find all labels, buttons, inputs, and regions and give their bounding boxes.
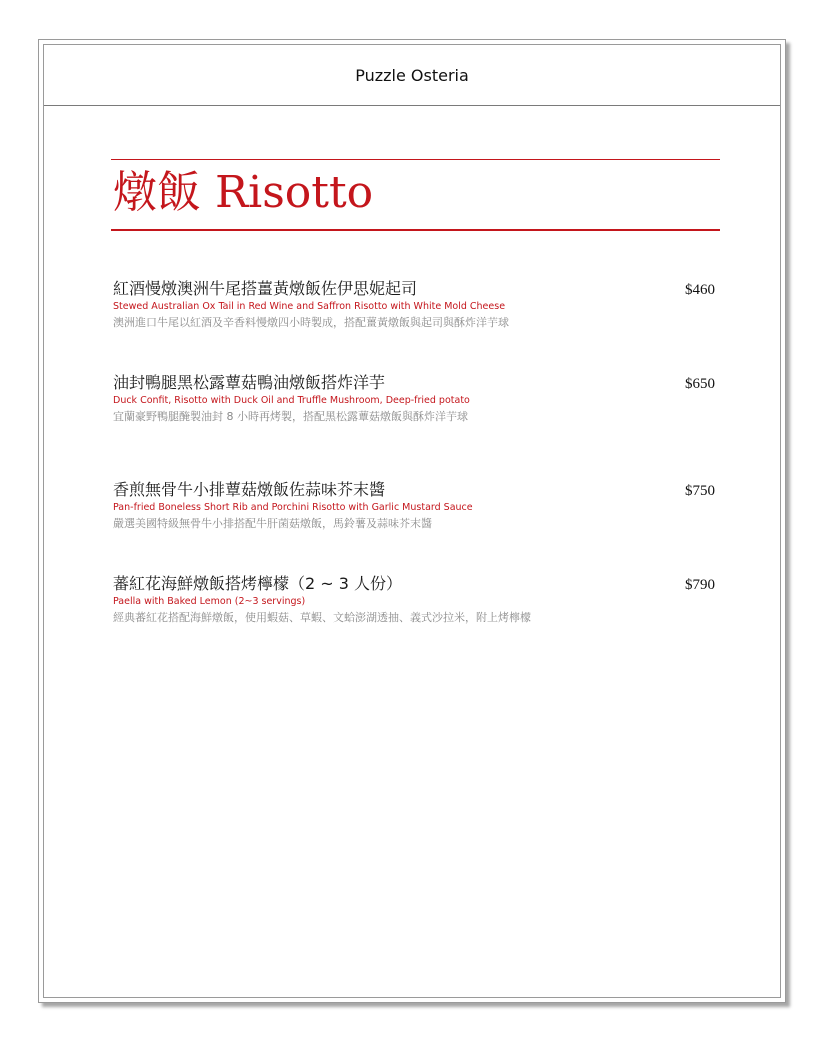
item-description: 經典蕃紅花搭配海鮮燉飯，使用蝦菇、草蝦、文蛤澎湖透抽、義式沙拉米，附上烤檸檬 [113,611,531,624]
item-name-en: Duck Confit, Risotto with Duck Oil and Truffle Mushroom, Deep-fried potato [113,395,470,406]
item-price: $790 [685,577,715,593]
item-name-zh: 蕃紅花海鮮燉飯搭烤檸檬（2 ~ 3 人份） [113,574,403,593]
section-title-zh: 燉飯 [113,167,201,218]
item-price: $650 [685,376,715,392]
item-name-en: Paella with Baked Lemon (2~3 servings) [113,596,306,607]
section-title [113,168,373,218]
item-name-zh: 油封鴨腿黑松露蕈菇鴨油燉飯搭炸洋芋 [113,373,386,392]
item-name-en: Stewed Australian Ox Tail in Red Wine and Saffron Risotto with White Mold Cheese [113,301,506,312]
section-title-en: Risotto [215,167,374,218]
item-description: 澳洲進口牛尾以紅酒及辛香料慢燉四小時製成，搭配薑黃燉飯與起司與酥炸洋芋球 [113,316,509,329]
item-description: 嚴選美國特級無骨牛小排搭配牛肝菌菇燉飯，馬鈴薯及蒜味芥末醬 [113,517,432,530]
menu-item-paella [113,574,715,626]
item-name-zh: 香煎無骨牛小排蕈菇燉飯佐蒜味芥末醬 [113,480,386,499]
section-title-block [111,159,720,231]
menu-item-short-rib [113,480,715,532]
menu-header [44,45,780,106]
item-description: 宜蘭豪野鴨腿醃製油封 8 小時再烤製，搭配黑松露蕈菇燉飯與酥炸洋芋球 [113,410,468,423]
menu-item-ox-tail [113,279,715,331]
menu-page [38,39,786,1003]
menu-item-duck-confit [113,373,715,425]
item-name-en: Pan-fried Boneless Short Rib and Porchini Risotto with Garlic Mustard Sauce [113,502,473,513]
menu-page-inner-frame [43,44,781,998]
item-price: $750 [685,483,715,499]
item-price: $460 [685,282,715,298]
item-name-zh: 紅酒慢燉澳洲牛尾搭薑黃燉飯佐伊思妮起司 [113,279,418,298]
restaurant-name: Puzzle Osteria [355,65,469,85]
